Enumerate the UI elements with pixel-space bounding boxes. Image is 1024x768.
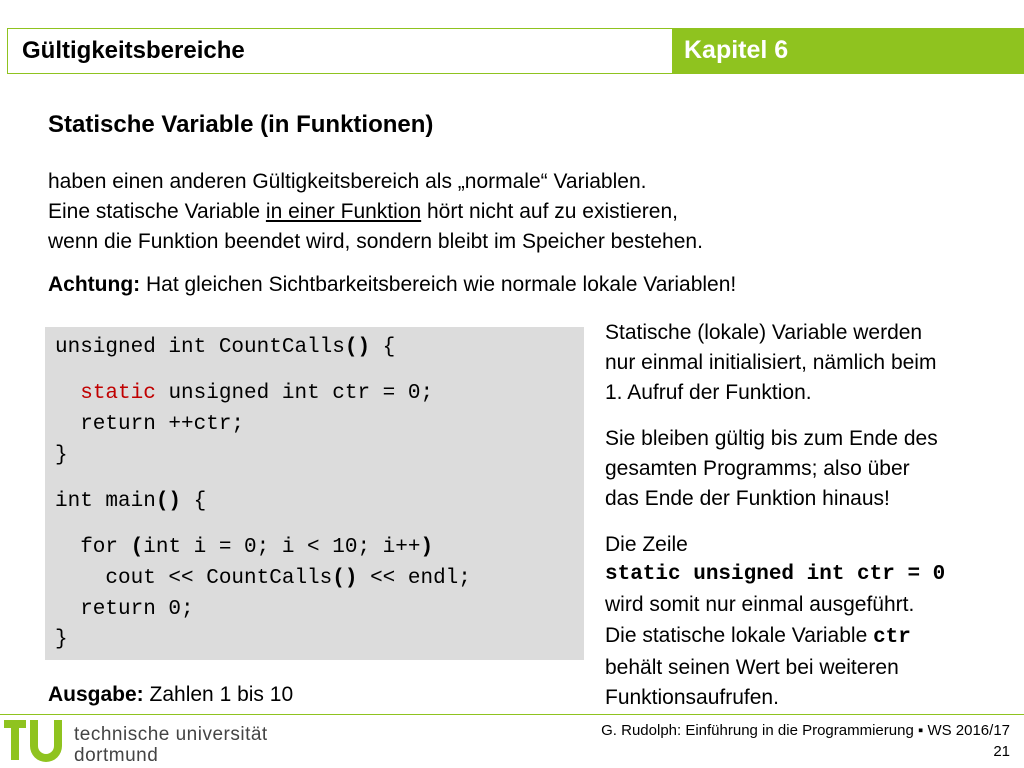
code-line-5 [55, 489, 206, 515]
intro-line-2 [48, 197, 703, 227]
code-line-9: } [55, 628, 68, 651]
code-token: int i = 0; i < 10; i++ [143, 536, 421, 559]
note-line: behält seinen Wert bei weiteren [605, 656, 899, 679]
note-retains-value [605, 621, 1020, 713]
intro-line-2-end: hört nicht auf zu existieren, [421, 200, 678, 223]
note-line: das Ende der Funktion hinaus! [605, 487, 890, 510]
code-listing [45, 327, 584, 660]
code-token: () [155, 490, 182, 513]
warning-line [48, 273, 736, 297]
code-token: cout << CountCalls [55, 567, 333, 590]
code-token: () [344, 336, 371, 359]
code-line-7 [55, 566, 471, 592]
code-line-8: return 0; [55, 598, 194, 621]
code-line-3: return ++ctr; [55, 413, 245, 436]
code-line-2 [55, 381, 433, 407]
note-line [605, 621, 1020, 653]
intro-paragraph [48, 167, 703, 257]
note-line: wird somit nur einmal ausgeführt. [605, 593, 915, 616]
code-line-4: } [55, 444, 68, 467]
code-token: ( [130, 536, 144, 559]
code-token: << endl; [357, 567, 471, 590]
code-token: unsigned int ctr = 0; [155, 382, 434, 405]
note-text: Die statische lokale Variable [605, 624, 874, 647]
code-token: unsigned int CountCalls [55, 336, 345, 359]
slide-section-title: Gültigkeitsbereiche [22, 37, 245, 64]
output-text: Zahlen 1 bis 10 [143, 683, 294, 706]
code-token: ) [420, 536, 434, 559]
code-token: { [181, 490, 207, 513]
warning-label: Achtung: [48, 273, 141, 296]
code-token: { [370, 336, 396, 359]
code-token [55, 382, 80, 405]
note-line: 1. Aufruf der Funktion. [605, 381, 812, 404]
code-line-1 [55, 335, 395, 361]
university-name-line-2: dortmund [74, 745, 159, 766]
university-name [74, 724, 268, 766]
note-code-line: static unsigned int ctr = 0 [605, 563, 946, 586]
code-token: () [332, 567, 358, 590]
chapter-badge [673, 28, 1024, 74]
output-label: Ausgabe: [48, 683, 144, 706]
note-line: Die Zeile [605, 533, 688, 556]
note-line: nur einmal initialisiert, nämlich beim [605, 351, 937, 374]
tu-logo-icon [4, 716, 66, 766]
slide-heading: Statische Variable (in Funktionen) [48, 111, 434, 138]
intro-line-1: haben einen anderen Gültigkeitsbereich als „normale“ Variablen. [48, 170, 647, 193]
footer-credit [601, 720, 1010, 762]
note-line: Statische (lokale) Variable werden [605, 321, 923, 344]
warning-text: Hat gleichen Sichtbarkeitsbereich wie normale lokale Variablen! [140, 273, 737, 296]
university-name-line-1: technische universität [74, 724, 268, 745]
code-token: int main [55, 490, 156, 513]
header-title-box [7, 28, 673, 74]
intro-line-2-start: Eine statische Variable [48, 200, 266, 223]
intro-line-3: wenn die Funktion beendet wird, sondern bleibt im Speicher bestehen. [48, 230, 703, 253]
intro-line-2-underlined: in einer Funktion [265, 200, 422, 223]
code-token: for [55, 536, 131, 559]
output-line [48, 683, 293, 707]
note-executed-once [605, 530, 1020, 620]
note-line: Funktionsaufrufen. [605, 686, 779, 709]
static-keyword: static [80, 382, 156, 405]
note-lifetime [605, 424, 1020, 514]
page-number: 21 [993, 743, 1010, 760]
chapter-label: Kapitel 6 [684, 36, 789, 64]
course-credit: G. Rudolph: Einführung in die Programmierung ▪ WS 2016/17 [601, 722, 1010, 739]
note-line: gesamten Programms; also über [605, 457, 910, 480]
footer-divider [0, 714, 1024, 715]
note-line: Sie bleiben gültig bis zum Ende des [605, 427, 938, 450]
note-code-inline: ctr [873, 626, 911, 649]
note-initialisation [605, 318, 1020, 408]
code-line-6 [55, 535, 433, 561]
